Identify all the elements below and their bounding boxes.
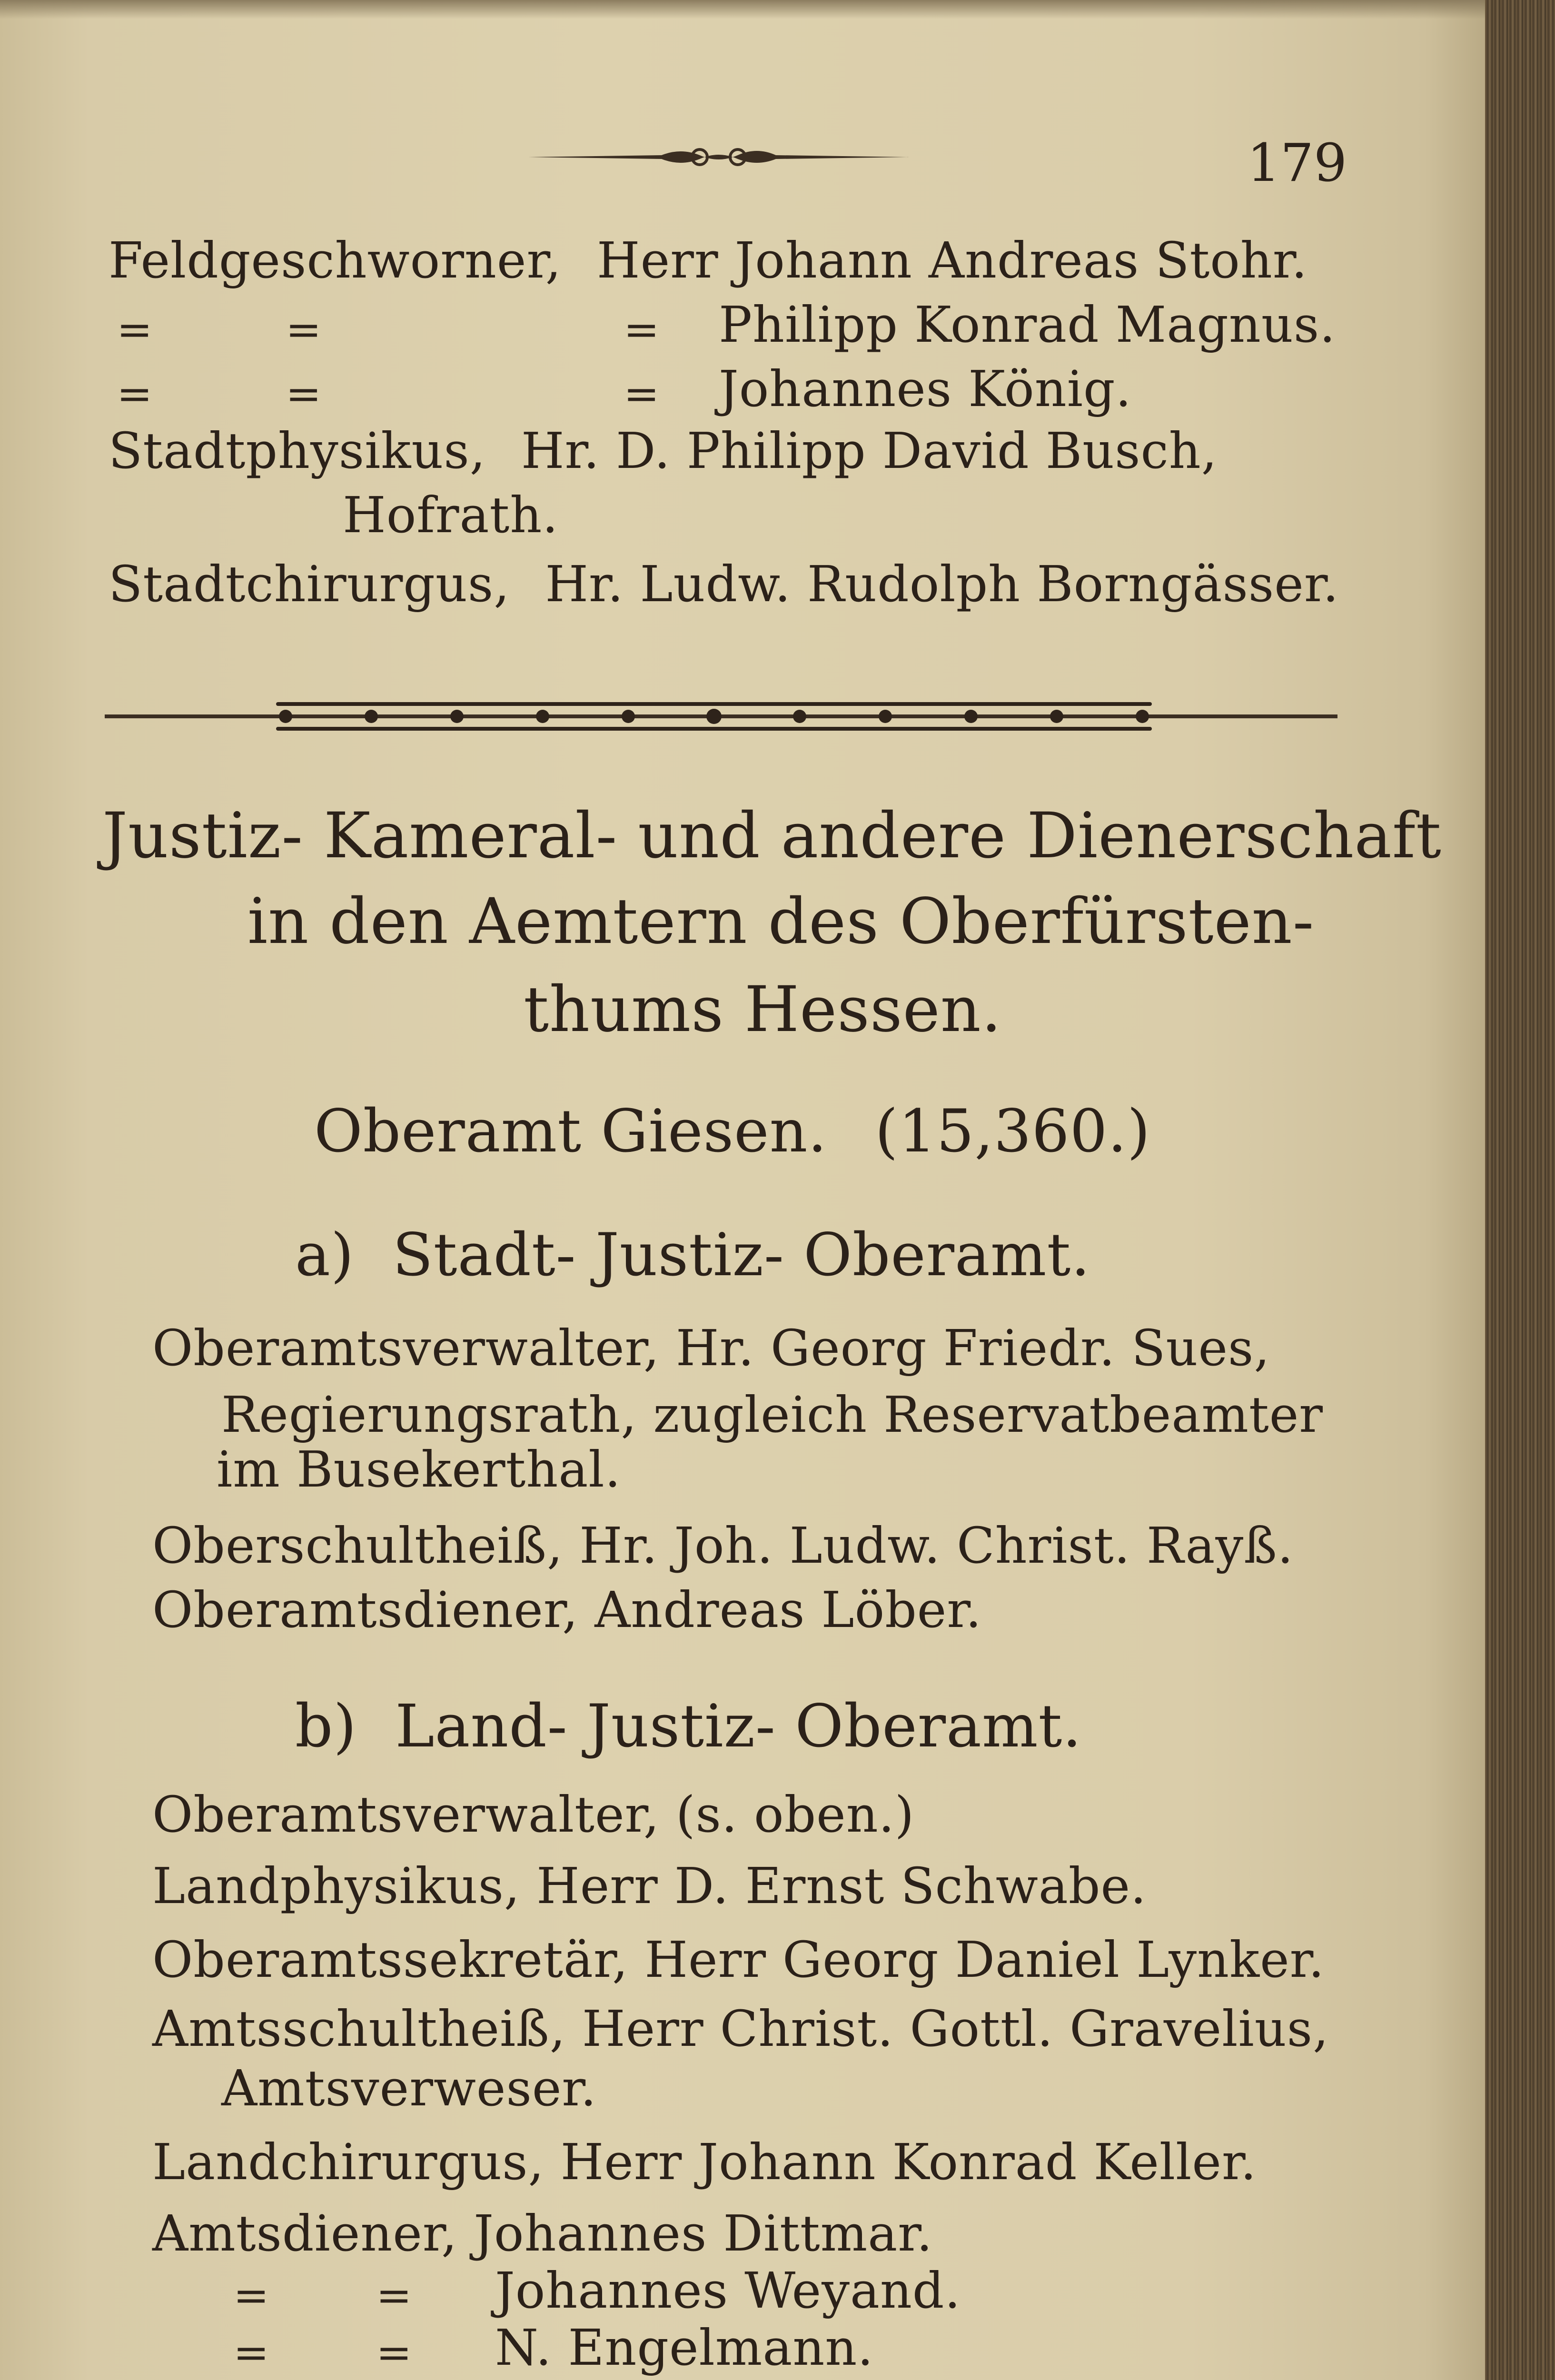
entry-person: Johannes König. <box>719 360 1132 418</box>
entry-stadtchirurgus: Stadtchirurgus, Hr. Ludw. Rudolph Borngässer. <box>109 555 1339 613</box>
section-b-line: Amtsverweser. <box>221 2059 597 2117</box>
section-a-line: Oberamtsdiener, Andreas Löber. <box>152 1581 982 1639</box>
entry-person: Hr. Ludw. Rudolph Borngässer. <box>545 555 1339 613</box>
ditto-mark: = <box>117 369 153 419</box>
ditto-mark: = <box>286 369 322 419</box>
section-b-line: Oberamtsverwalter, (s. oben.) <box>152 1785 915 1844</box>
book-spine <box>1485 0 1555 2380</box>
ditto-mark: = <box>117 305 153 355</box>
entry-person: Herr Johann Andreas Stohr. <box>596 231 1308 289</box>
section-heading-line1: Justiz- Kameral- und andere Dienerschaft <box>102 799 1442 873</box>
entry-person: Hr. D. Philipp David Busch, <box>521 422 1218 480</box>
ornament-top-icon <box>528 143 909 171</box>
section-a-line: Oberschultheiß, Hr. Joh. Ludw. Christ. Rayß. <box>152 1517 1294 1575</box>
section-a-line: Oberamtsverwalter, Hr. Georg Friedr. Sues, <box>152 1319 1270 1377</box>
section-b-line: Landchirurgus, Herr Johann Konrad Keller. <box>152 2133 1257 2191</box>
page-top-shadow <box>0 0 1485 19</box>
section-b-label: b) <box>295 1692 357 1761</box>
section-heading-line2: in den Aemtern des Oberfürsten- <box>248 885 1315 958</box>
oberamt-title: Oberamt Giesen. (15,360.) <box>314 1097 1151 1166</box>
section-b-line: Landphysikus, Herr D. Ernst Schwabe. <box>152 1857 1147 1915</box>
section-a-line: im Busekerthal. <box>217 1440 621 1498</box>
entry-office: Feldgeschworner <box>109 231 545 289</box>
ditto-mark: = <box>233 2271 269 2320</box>
section-a-line: Regierungsrath, zugleich Reservatbeamter <box>221 1386 1323 1444</box>
ditto-mark: = <box>376 2328 412 2378</box>
section-a-title: a) Stadt- Justiz- Oberamt. <box>295 1221 1090 1289</box>
entry-stadtphysikus: Stadtphysikus, Hr. D. Philipp David Busch, <box>109 422 1218 480</box>
section-b-ditto-line: Johannes Weyand. <box>495 2261 961 2320</box>
section-b-line: Oberamtssekretär, Herr Georg Daniel Lynker. <box>152 1931 1325 1989</box>
ditto-mark: = <box>624 369 660 419</box>
entry-feldgeschworner: Feldgeschworner, Herr Johann Andreas Stohr. <box>109 231 1308 289</box>
section-b-ditto-line: N. Engelmann. <box>495 2319 874 2377</box>
entry-continuation: Hofrath. <box>343 486 559 544</box>
section-heading-line3: thums Hessen. <box>524 973 1002 1046</box>
entry-office: Stadtphysikus <box>109 422 470 480</box>
page-number: 179 <box>1247 132 1347 193</box>
ditto-mark: = <box>233 2328 269 2378</box>
section-b-title: b) Land- Justiz- Oberamt. <box>295 1692 1082 1761</box>
entry-office: Stadtchirurgus <box>109 555 494 613</box>
ditto-mark: = <box>286 305 322 355</box>
ditto-mark: = <box>624 305 660 355</box>
section-b-line: Amtsdiener, Johannes Dittmar. <box>152 2204 933 2262</box>
ditto-mark: = <box>376 2271 412 2320</box>
oberamt-count: (15,360.) <box>875 1097 1151 1166</box>
section-a-label: a) <box>295 1221 355 1289</box>
entry-person: Philipp Konrad Magnus. <box>719 296 1336 354</box>
ornamental-rule-icon <box>105 693 1337 740</box>
section-b-line: Amtsschultheiß, Herr Christ. Gottl. Gravelius, <box>152 2000 1329 2058</box>
